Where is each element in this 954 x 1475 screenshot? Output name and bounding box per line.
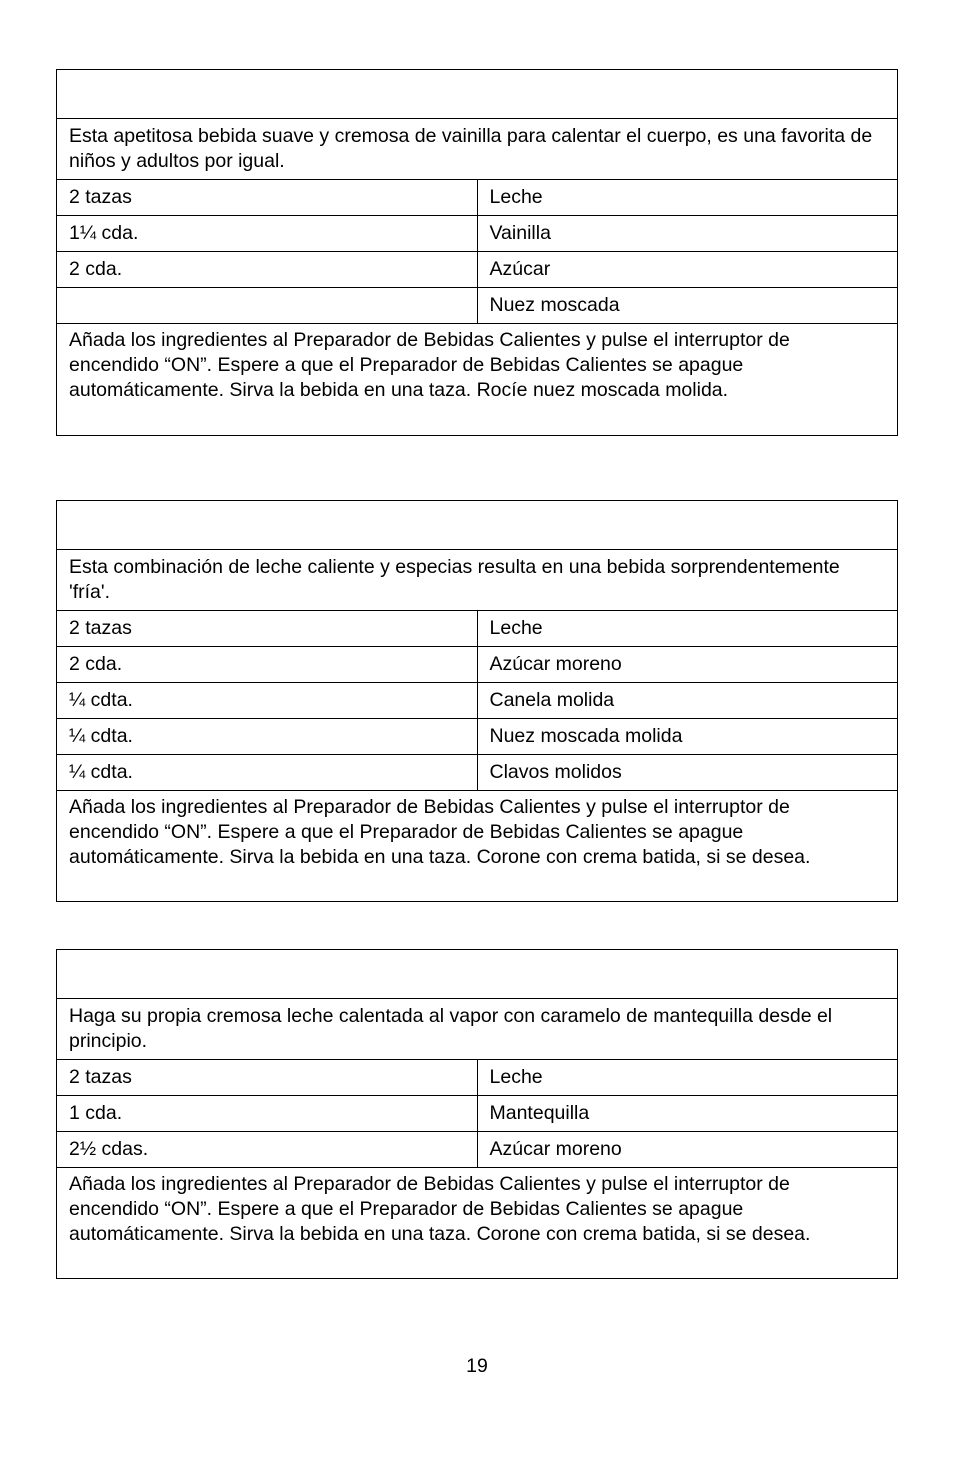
recipe-title	[57, 70, 898, 119]
ingredient-name: Mantequilla	[477, 1096, 898, 1132]
ingredient-name: Canela molida	[477, 683, 898, 719]
ingredient-name: Azúcar	[477, 252, 898, 288]
ingredient-name: Nuez moscada molida	[477, 719, 898, 755]
recipe-title	[57, 501, 898, 550]
ingredient-name: Leche	[477, 180, 898, 216]
recipe-table-2	[56, 500, 898, 902]
ingredient-quantity: 2 cda.	[57, 647, 478, 683]
ingredient-quantity: 1 cda.	[57, 1096, 478, 1132]
recipe-directions: Añada los ingredientes al Preparador de Bebidas Calientes y pulse el interruptor de encendido “ON”. Espere a que el Preparador de Bebidas Calientes se apague automáticamente. Sirva la bebida en una taza. Corone con crema batida, si se desea.	[57, 791, 898, 902]
ingredient-quantity: 2 tazas	[57, 611, 478, 647]
ingredient-quantity: ¼ cdta.	[57, 755, 478, 791]
ingredient-quantity: 2 cda.	[57, 252, 478, 288]
ingredient-row	[57, 647, 898, 683]
recipe-directions: Añada los ingredientes al Preparador de Bebidas Calientes y pulse el interruptor de encendido “ON”. Espere a que el Preparador de Bebidas Calientes se apague automáticamente. Sirva la bebida en una taza. Rocíe nuez moscada molida.	[57, 324, 898, 436]
ingredient-quantity: 2½ cdas.	[57, 1132, 478, 1168]
ingredient-row	[57, 1060, 898, 1096]
recipe-description: Haga su propia cremosa leche calentada al vapor con caramelo de mantequilla desde el principio.	[57, 999, 898, 1060]
ingredient-row	[57, 180, 898, 216]
recipe-title	[57, 950, 898, 999]
ingredient-row	[57, 216, 898, 252]
ingredient-row	[57, 719, 898, 755]
page-number: 19	[466, 1355, 488, 1377]
ingredient-quantity: ¼ cdta.	[57, 719, 478, 755]
ingredient-row	[57, 252, 898, 288]
ingredient-row	[57, 611, 898, 647]
ingredient-name: Clavos molidos	[477, 755, 898, 791]
ingredient-name: Nuez moscada	[477, 288, 898, 324]
ingredient-row	[57, 1132, 898, 1168]
recipe-description: Esta combinación de leche caliente y especias resulta en una bebida sorprendentemente 'fría'.	[57, 550, 898, 611]
recipe-directions: Añada los ingredientes al Preparador de Bebidas Calientes y pulse el interruptor de encendido “ON”. Espere a que el Preparador de Bebidas Calientes se apague automáticamente. Sirva la bebida en una taza. Corone con crema batida, si se desea.	[57, 1168, 898, 1279]
ingredient-name: Leche	[477, 1060, 898, 1096]
ingredient-row	[57, 683, 898, 719]
ingredient-name: Leche	[477, 611, 898, 647]
ingredient-name: Azúcar moreno	[477, 1132, 898, 1168]
ingredient-quantity: ¼ cdta.	[57, 683, 478, 719]
ingredient-name: Vainilla	[477, 216, 898, 252]
ingredient-row	[57, 1096, 898, 1132]
ingredient-quantity	[57, 288, 478, 324]
recipe-table-3	[56, 949, 898, 1279]
ingredient-row	[57, 755, 898, 791]
recipe-description: Esta apetitosa bebida suave y cremosa de vainilla para calentar el cuerpo, es una favorita de niños y adultos por igual.	[57, 119, 898, 180]
ingredient-quantity: 1¼ cda.	[57, 216, 478, 252]
recipe-table-1	[56, 69, 898, 436]
ingredient-row	[57, 288, 898, 324]
ingredient-quantity: 2 tazas	[57, 1060, 478, 1096]
ingredient-name: Azúcar moreno	[477, 647, 898, 683]
ingredient-quantity: 2 tazas	[57, 180, 478, 216]
